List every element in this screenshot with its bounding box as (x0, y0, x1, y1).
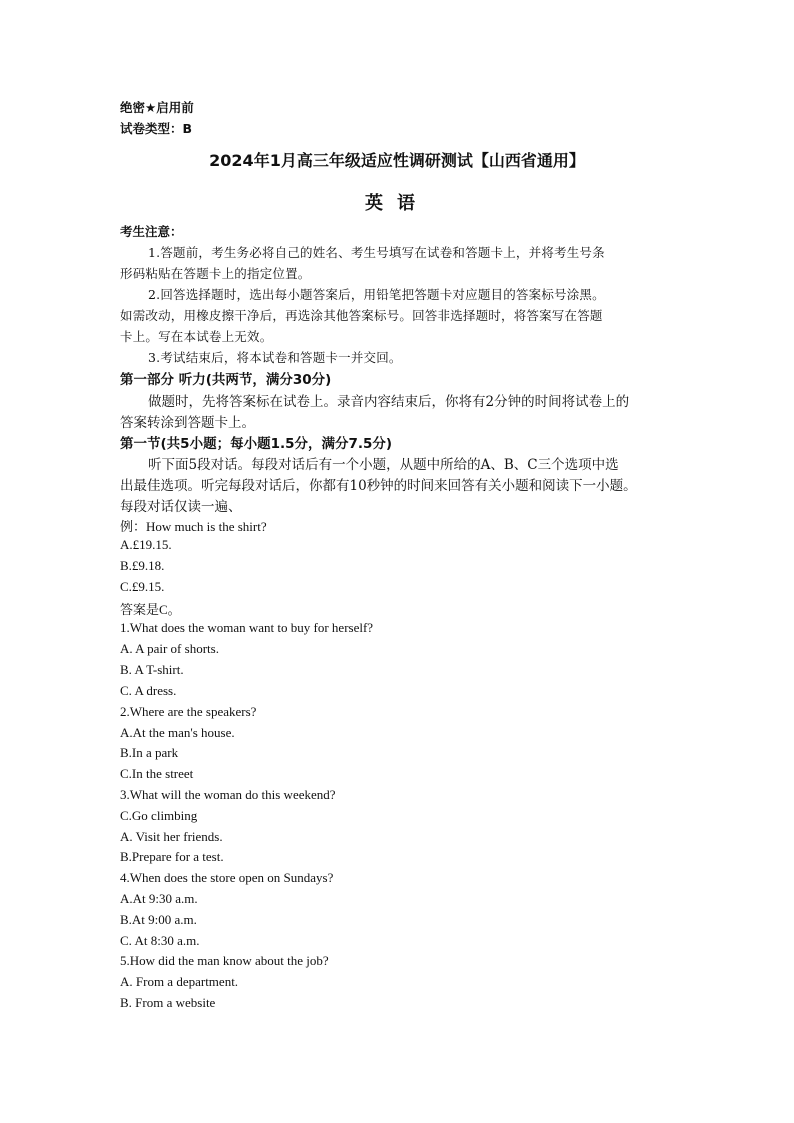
question-4-option-a: A.At 9:30 a.m. (120, 891, 198, 906)
question-2-option-c: C.In the street (120, 766, 194, 781)
paper-type-label: 试卷类型：B (120, 121, 193, 136)
question-3: 3.What will the woman do this weekend? (120, 787, 336, 802)
question-1-option-b: B. A T-shirt. (120, 662, 184, 677)
question-1-option-a: A. A pair of shorts. (120, 641, 219, 656)
part1-intro-line-2: 答案转涂到答题卡上。 (120, 415, 255, 431)
section1-heading: 第一节(共5小题；每小题1.5分，满分7.5分) (120, 436, 393, 452)
question-4-option-b: B.At 9:00 a.m. (120, 912, 197, 927)
notice-item-1-line-2: 形码粘贴在答题卡上的指定位置。 (120, 266, 311, 281)
subject-title: 英语 (365, 193, 429, 214)
example-option-b: B.£9.18. (120, 558, 165, 573)
question-5: 5.How did the man know about the job? (120, 953, 329, 968)
example-question: 例：How much is the shirt? (120, 519, 267, 534)
question-4-option-c: C. At 8:30 a.m. (120, 933, 200, 948)
section1-intro-line-2: 出最佳选项。听完每段对话后，你都有10秒钟的时间来回答有关小题和阅读下一小题。 (120, 478, 637, 494)
secret-label: 绝密★启用前 (120, 100, 194, 115)
question-2-option-b: B.In a park (120, 745, 179, 760)
notice-heading: 考生注意： (120, 224, 183, 239)
question-3-option-b: B.Prepare for a test. (120, 849, 224, 864)
question-2: 2.Where are the speakers? (120, 704, 257, 719)
question-1-option-c: C. A dress. (120, 683, 177, 698)
notice-item-2-line-1: 2.回答选择题时，选出每小题答案后，用铅笔把答题卡对应题目的答案标号涂黑。 (148, 287, 605, 302)
notice-item-3: 3.考试结束后，将本试卷和答题卡一并交回。 (148, 350, 402, 365)
example-answer: 答案是C。 (120, 602, 181, 617)
question-3-option-c: C.Go climbing (120, 808, 198, 823)
question-2-option-a: A.At the man's house. (120, 725, 235, 740)
question-3-option-a: A. Visit her friends. (120, 829, 223, 844)
section1-intro-line-3: 每段对话仅读一遍、 (120, 499, 242, 515)
example-option-a: A.£19.15. (120, 537, 172, 552)
question-1: 1.What does the woman want to buy for herself? (120, 620, 374, 635)
notice-item-2-line-3: 卡上。写在本试卷上无效。 (120, 329, 273, 344)
question-5-option-b: B. From a website (120, 995, 216, 1010)
part1-intro-line-1: 做题时，先将答案标在试卷上。录音内容结束后，你将有2分钟的时间将试卷上的 (148, 394, 630, 410)
example-option-c: C.£9.15. (120, 579, 165, 594)
question-5-option-a: A. From a department. (120, 974, 239, 989)
part1-heading: 第一部分 听力(共两节，满分30分) (120, 372, 332, 388)
section1-intro-line-1: 听下面5段对话。每段对话后有一个小题，从题中所给的A、B、C三个选项中选 (148, 457, 619, 473)
exam-title: 2024年1月高三年级适应性调研测试【山西省通用】 (209, 151, 585, 170)
question-4: 4.When does the store open on Sundays? (120, 870, 334, 885)
notice-item-1-line-1: 1.答题前，考生务必将自己的姓名、考生号填写在试卷和答题卡上，并将考生号条 (148, 245, 605, 260)
notice-item-2-line-2: 如需改动，用橡皮擦干净后，再选涂其他答案标号。回答非选择题时，将答案写在答题 (120, 308, 603, 323)
